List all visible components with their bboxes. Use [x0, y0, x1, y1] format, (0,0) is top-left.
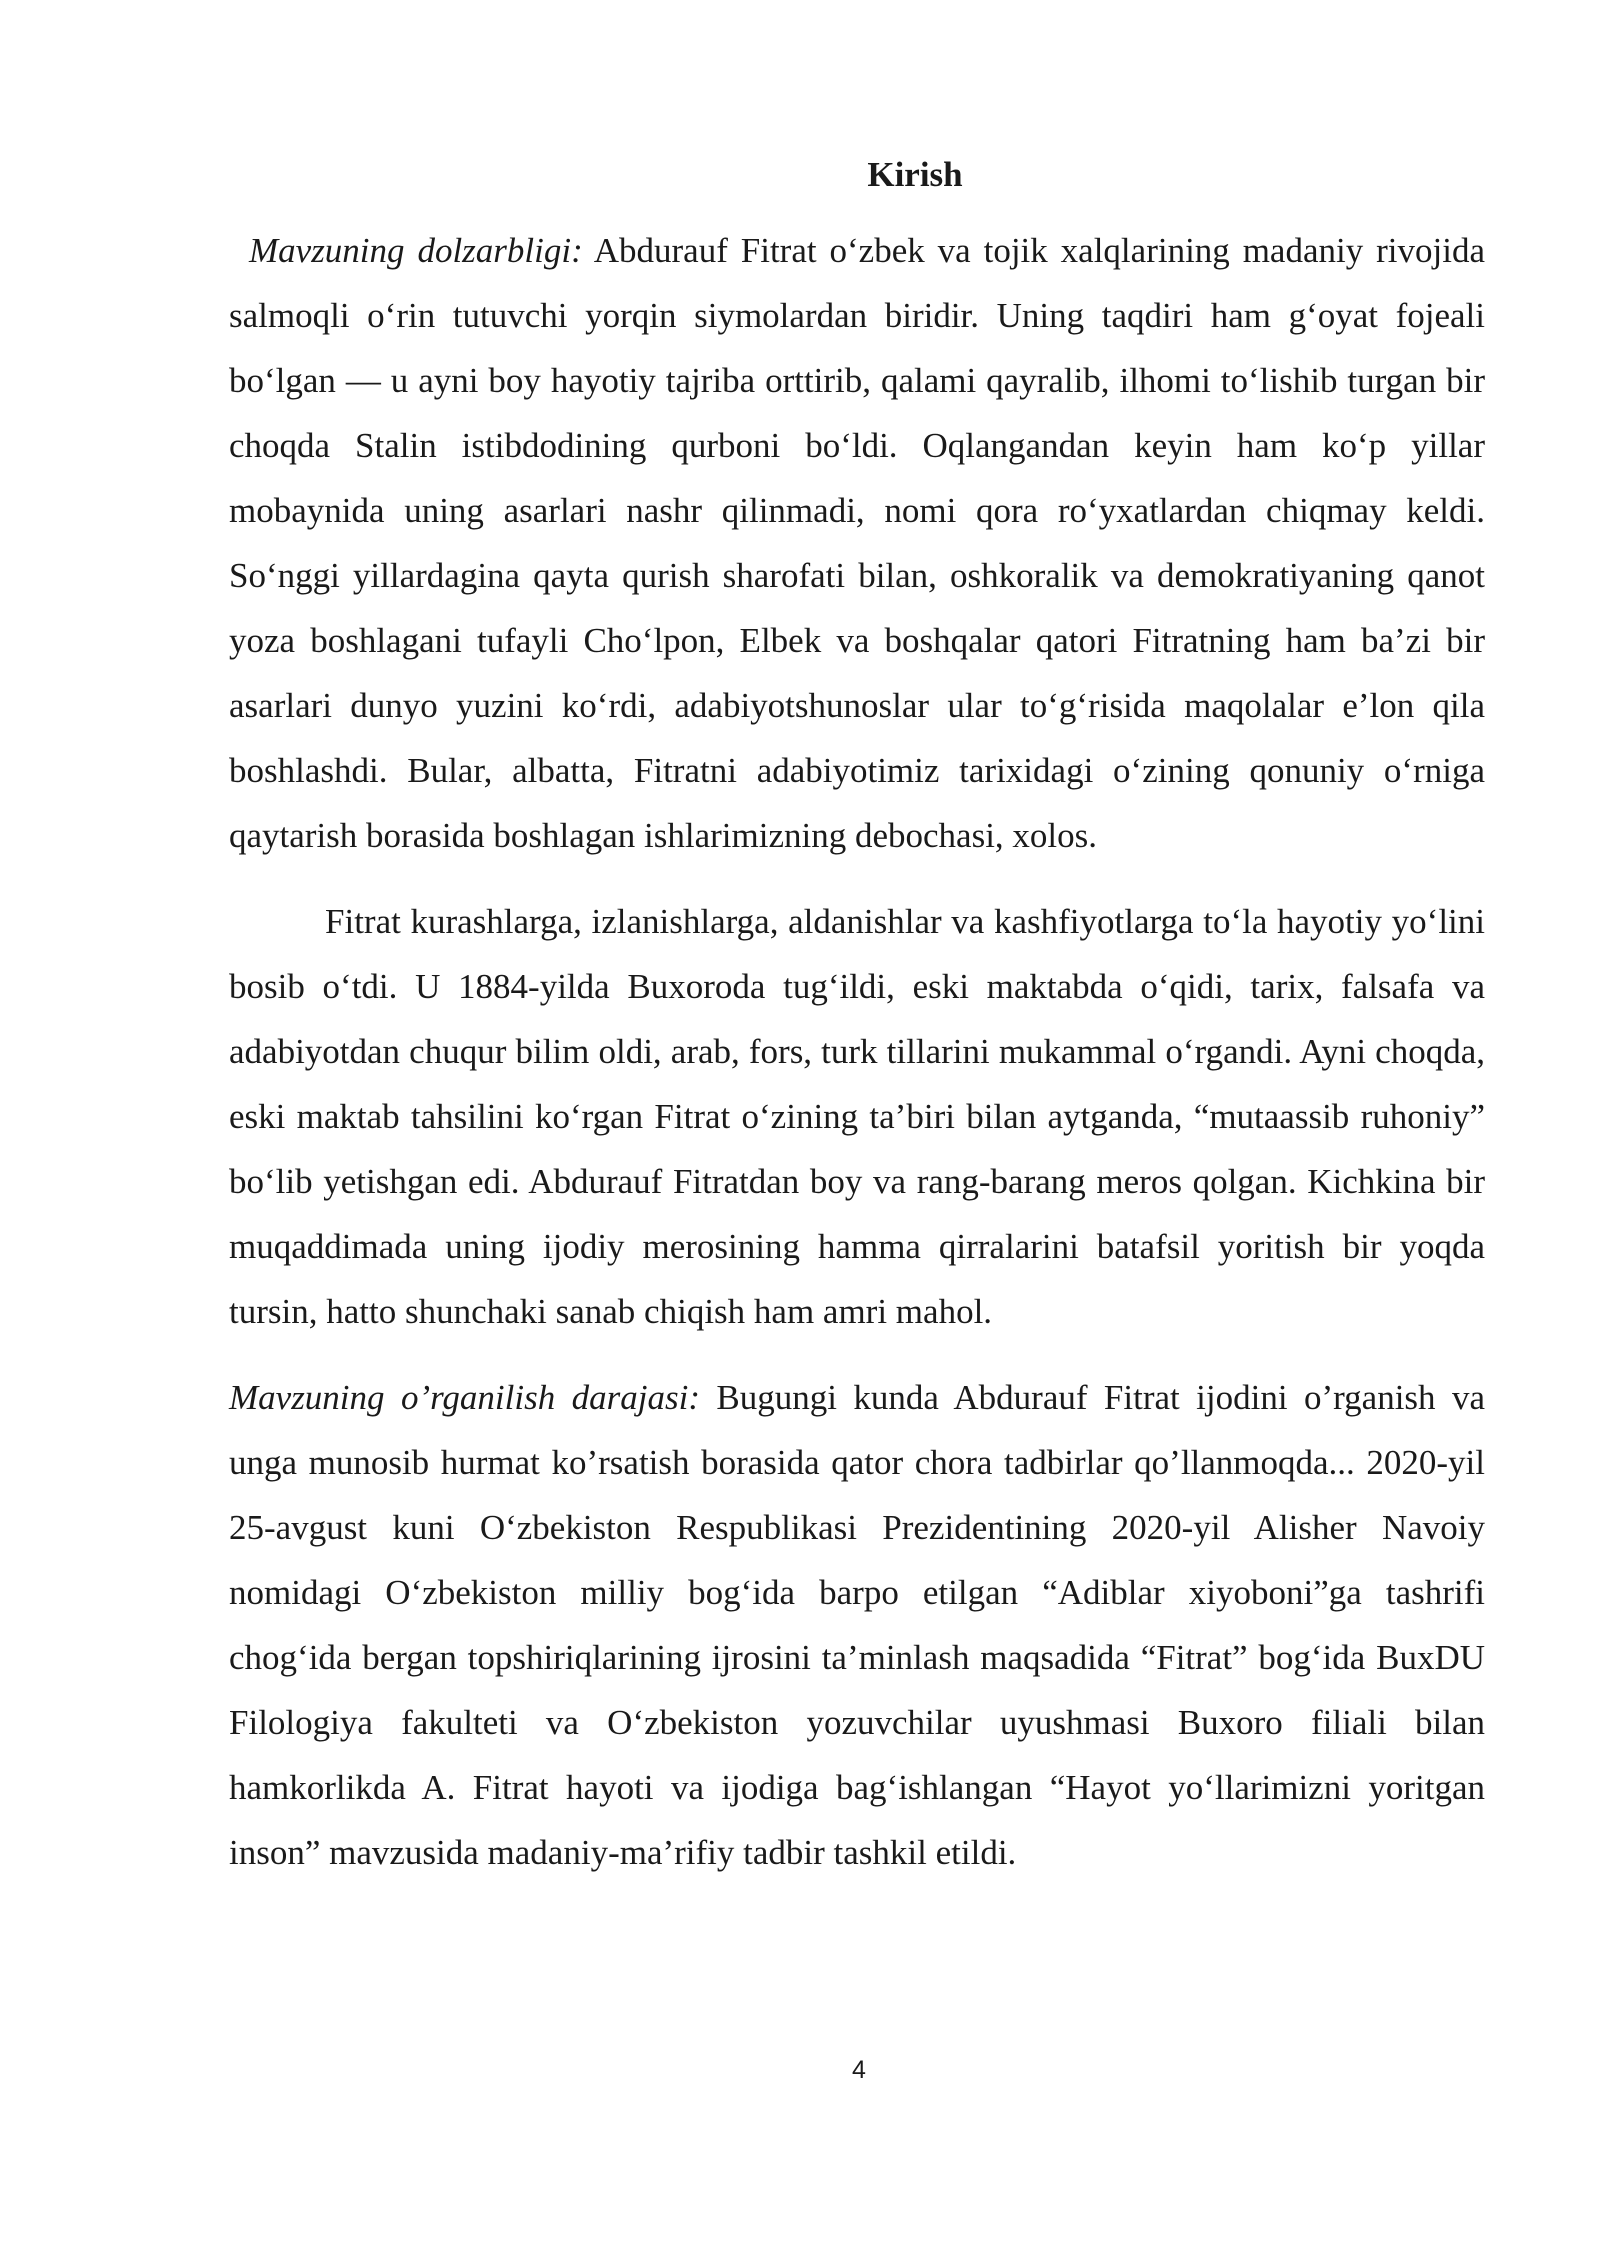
page-title: Kirish: [867, 155, 963, 194]
paragraph-lead-relevance: Mavzuning dolzarbligi:: [249, 231, 583, 270]
paragraph-relevance: [229, 218, 1485, 868]
paragraph-biography: [229, 889, 1485, 1344]
page-number: 4: [852, 2056, 866, 2084]
paragraph-study-level: [229, 1365, 1485, 1885]
paragraph-text-relevance: Abdurauf Fitrat o‘zbek va tojik xalqlarining madaniy rivojida salmoqli o‘rin tutuvchi yorqin siymolardan biridir. Uning taqdiri ham g‘oyat fojeali bo‘lgan — u ayni boy hayotiy tajriba orttirib, qalami qayralib, ilhomi to‘lishib turgan bir choqda Stalin istibdodining qurboni bo‘ldi. Oqlangandan keyin ham ko‘p yillar mobaynida uning asarlari nashr qilinmadi, nomi qora ro‘yxatlardan chiqmay keldi. So‘nggi yillardagina qayta qurish sharofati bilan, oshkoralik va demokratiyaning qanot yoza boshlagani tufayli Cho‘lpon, Elbek va boshqalar qatori Fitratning ham ba’zi bir asarlari dunyo yuzini ko‘rdi, adabiyotshunoslar ular to‘g‘risida maqolalar e’lon qila boshlashdi. Bular, albatta, Fitratni adabiyotimiz tarixidagi o‘zining qonuniy o‘rniga qaytarish borasida boshlagan ishlarimizning debochasi, xolos.: [229, 231, 1486, 855]
paragraph-text-biography: Fitrat kurashlarga, izlanishlarga, aldanishlar va kashfiyotlarga to‘la hayotiy yo‘lini bosib o‘tdi. U 1884-yilda Buxoroda tug‘ildi, eski maktabda o‘qidi, tarix, falsafa va adabiyotdan chuqur bilim oldi, arab, fors, turk tillarini mukammal o‘rgandi. Ayni choqda, eski maktab tahsilini ko‘rgan Fitrat o‘zining ta’biri bilan aytganda, “mutaassib ruhoniy” bo‘lib yetishgan edi. Abdurauf Fitratdan boy va rang-barang meros qolgan. Kichkina bir muqaddimada uning ijodiy merosining hamma qirralarini batafsil yoritish bir yoqda tursin, hatto shunchaki sanab chiqish ham amri mahol.: [229, 902, 1485, 1331]
paragraph-lead-study-level: Mavzuning o’rganilish darajasi:: [229, 1378, 700, 1417]
paragraph-text-study-level: Bugungi kunda Abdurauf Fitrat ijodini o’rganish va unga munosib hurmat ko’rsatish borasida qator chora tadbirlar qo’llanmoqda... 2020-yil 25-avgust kuni O‘zbekiston Respublikasi Prezidentining 2020-yil Alisher Navoiy nomidagi O‘zbekiston milliy bog‘ida barpo etilgan “Adiblar xiyoboni”ga tashrifi chog‘ida bergan topshiriqlarining ijrosini ta’minlash maqsadida “Fitrat” bog‘ida BuxDU Filologiya fakulteti va O‘zbekiston yozuvchilar uyushmasi Buxoro filiali bilan hamkorlikda A. Fitrat hayoti va ijodiga bag‘ishlangan “Hayot yo‘llarimizni yoritgan inson” mavzusida madaniy-ma’rifiy tadbir tashkil etildi.: [229, 1378, 1485, 1872]
document-page: [229, 150, 1485, 1885]
